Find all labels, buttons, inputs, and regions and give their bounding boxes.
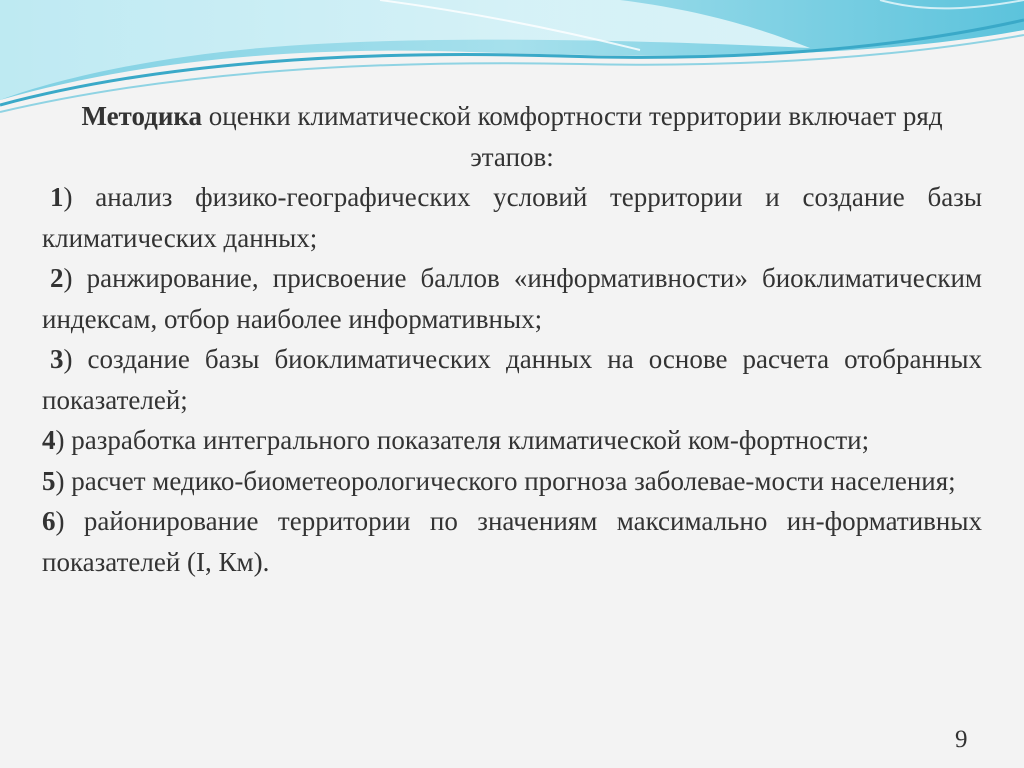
item-text: ) разработка интегрального показателя климатической ком-фортности; <box>55 425 870 455</box>
list-item <box>42 339 982 420</box>
list-item <box>42 177 982 258</box>
list-item <box>42 420 982 461</box>
item-number: 1 <box>50 182 64 212</box>
item-number: 6 <box>42 506 56 536</box>
title-bold: Методика <box>81 101 203 131</box>
item-text: ) создание базы биоклиматических данных на основе расчета отобранных показателей; <box>42 344 982 415</box>
item-text: ) ранжирование, присвоение баллов «информативности» биоклиматическим индексам, отбор наиболее информативных; <box>42 263 982 334</box>
item-text: ) районирование территории по значениям максимально ин-формативных показателей (I, Км). <box>42 506 982 577</box>
item-number: 3 <box>50 344 64 374</box>
slide-title <box>42 96 982 177</box>
item-text: ) анализ физико-географических условий территории и создание базы климатических данных; <box>42 182 982 253</box>
item-number: 2 <box>50 263 64 293</box>
list-item <box>42 501 982 582</box>
list-item <box>42 258 982 339</box>
item-number: 5 <box>42 465 56 496</box>
title-text: оценки климатической комфортности территории включает ряд этапов: <box>202 101 943 172</box>
list-item <box>42 461 982 502</box>
page-number: 9 <box>955 726 968 753</box>
item-number: 4 <box>42 425 56 455</box>
slide-body <box>42 96 982 582</box>
item-text: ) расчет медико-биометеорологического прогноза заболевае-мости населения; <box>55 465 956 496</box>
